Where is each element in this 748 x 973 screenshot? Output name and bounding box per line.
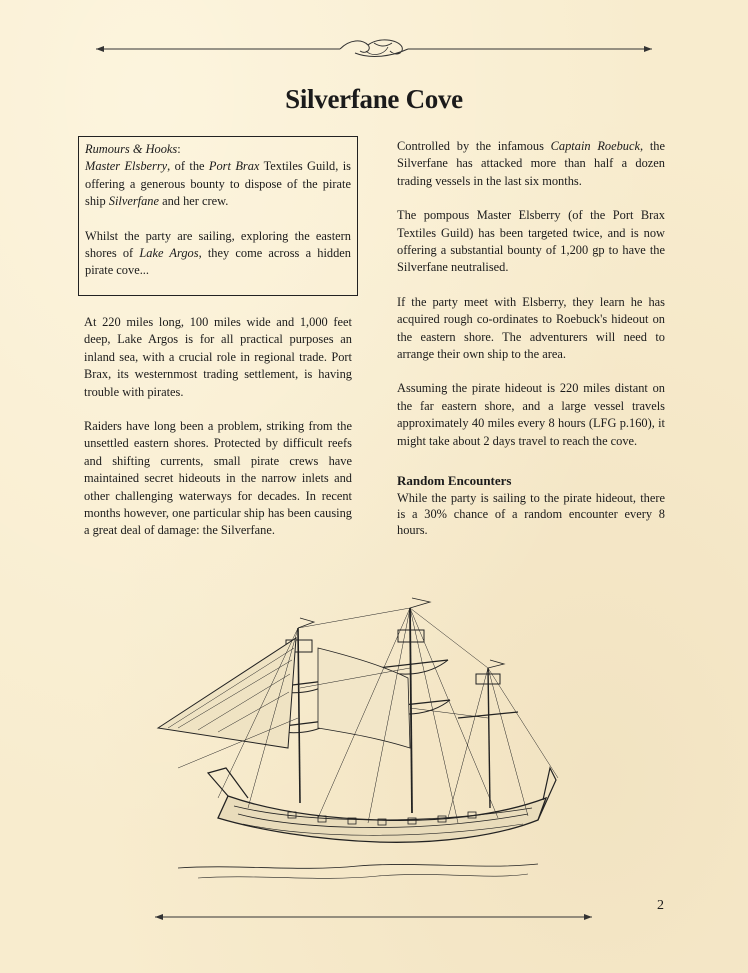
right-paragraph-2: The pompous Master Elsberry (of the Port Brax Textiles Guild) has been targeted twice, and is now offering a substantial bounty of 1,200 gp to have the Silverfane neutralised. [397, 208, 665, 275]
captain-name: Captain Roebuck [550, 139, 640, 153]
hooks-heading-colon: : [177, 142, 181, 156]
guild-location: Port Brax [208, 159, 260, 174]
hooks-text: , they come across a hidden pirate cove... [85, 246, 351, 278]
hooks-text: Textiles Guild, is offering a generous bounty to dispose of the pirate ship [85, 159, 352, 209]
hooks-text: , of the [167, 159, 209, 174]
left-column [84, 314, 352, 540]
hooks-paragraph-1 [85, 141, 351, 211]
right-column [397, 138, 665, 538]
right-paragraph-1 [397, 138, 665, 190]
rumours-hooks-box [78, 136, 358, 296]
left-paragraph-1: At 220 miles long, 100 miles wide and 1,000 feet deep, Lake Argos is for all practical purposes an inland sea, with a crucial role in regional trade. Port Brax, its westernmost trading settlement, is having trouble with pirates. [84, 315, 352, 399]
right-paragraph-5: While the party is sailing to the pirate hideout, there is a 30% chance of a random encounter every 8 hours. [397, 490, 665, 537]
random-encounters-heading: Random Encounters [397, 473, 512, 489]
page-title: Silverfane Cove [285, 84, 463, 114]
npc-name: Master Elsberry [85, 159, 168, 174]
hooks-heading: Rumours & Hooks [85, 142, 178, 156]
page-number: 2 [657, 898, 664, 913]
lake-name: Lake Argos [139, 246, 199, 261]
left-paragraph-2: Raiders have long been a problem, striking from the unsettled eastern shores. Protected by difficult reefs and shifting currents, small pirate crews have maintained secret hideouts in the narrow inlets and other challenging waterways for decades. In recent months however, one particular ship has been causing a great deal of damage: the Silverfane. [84, 419, 352, 538]
galleon-ship-illustration [118, 568, 568, 898]
hooks-text: and her crew. [159, 194, 229, 209]
hooks-paragraph-2 [85, 228, 351, 280]
body-text: , the Silverfane has attacked more than half a dozen trading vessels in the last six months. [397, 139, 665, 188]
right-paragraph-4: Assuming the pirate hideout is 220 miles distant on the far eastern shore, and a large vessel travels approximately 40 miles every 8 hours (LFG p.160), it might take about 2 days travel to reach the cove. [397, 381, 665, 448]
bottom-ornament-divider [0, 903, 748, 933]
right-paragraph-3: If the party meet with Elsberry, they learn he has acquired rough co-ordinates to Roebuck's hideout on the eastern shore. The adventurers will need to arrange their own ship to the area. [397, 294, 665, 362]
hooks-text: Whilst the party are sailing, exploring the eastern shores of [85, 228, 351, 261]
top-ornament-divider [0, 33, 748, 63]
body-text: Controlled by the infamous [397, 139, 551, 153]
ship-name: Silverfane [108, 194, 159, 209]
